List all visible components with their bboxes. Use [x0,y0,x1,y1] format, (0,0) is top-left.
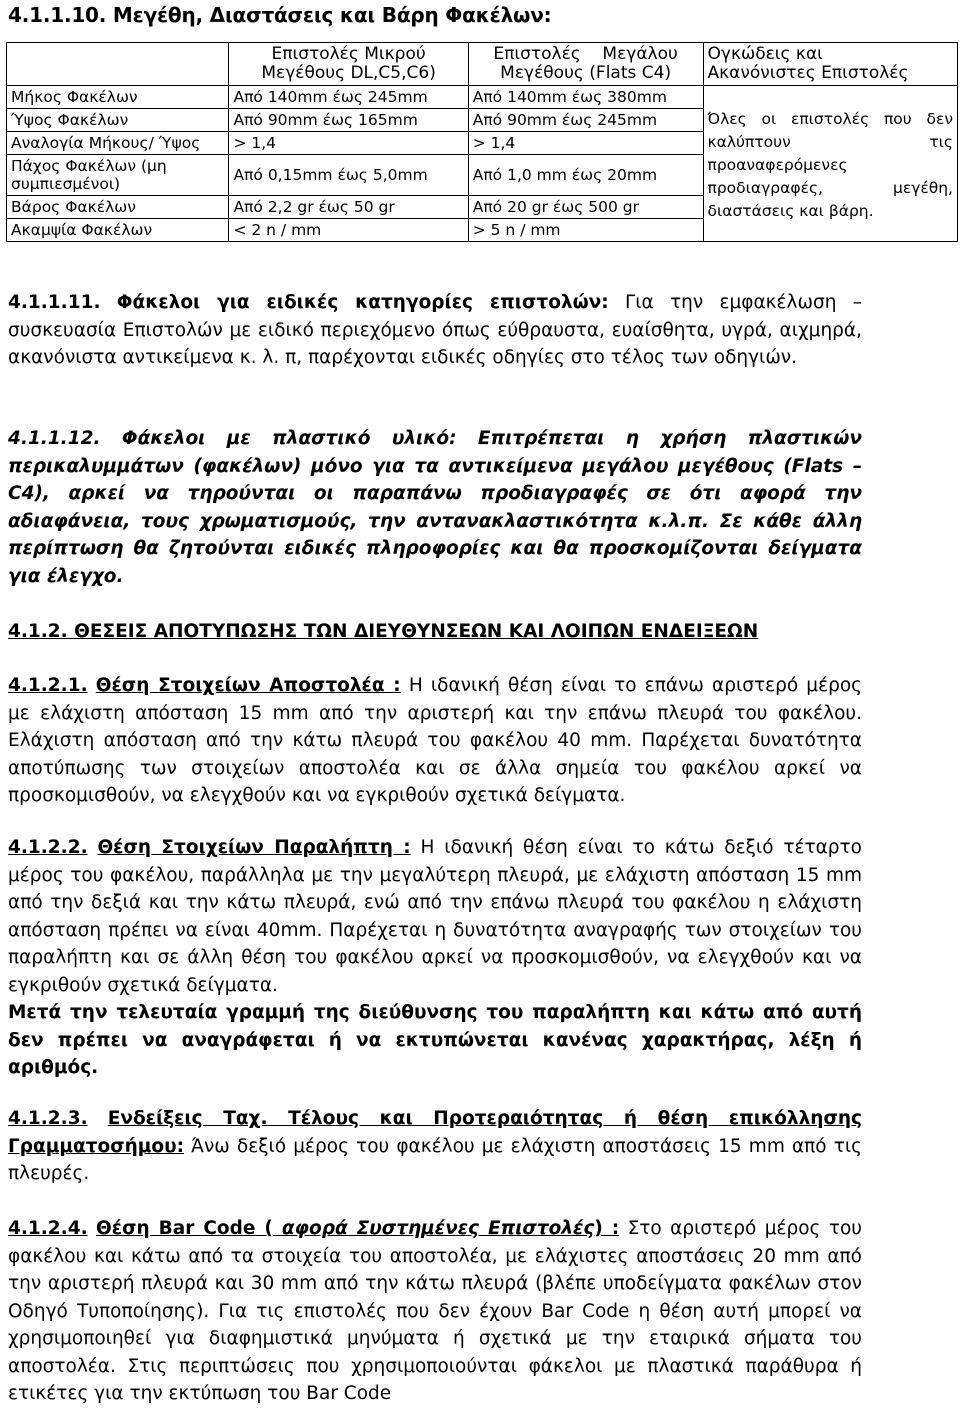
section-title: Θέση Στοιχείων Παραλήπτη : [97,837,411,858]
header-bulky-line1: Ογκώδεις και [707,44,823,64]
row-large-value: Από 1,0 mm έως 20mm [468,155,703,196]
section-4-1-2-3 [8,1105,862,1188]
table-header-row [7,43,958,86]
section-body: Άνω δεξιό μέρος του φακέλου με ελάχιστη αποστάσεις 15 mm από τις πλευρές. [8,1135,862,1184]
section-title-part1: Θέση Bar Code ( [96,1218,282,1239]
header-bulky-letters [703,43,957,86]
merged-description-part2: διαστάσεις και βάρη. [707,202,874,220]
row-large-value: Από 90mm έως 245mm [468,109,703,132]
section-4-1-2-4 [8,1215,862,1408]
row-small-value: Από 140mm έως 245mm [229,86,468,109]
row-large-value: > 1,4 [468,132,703,155]
section-body: Η ιδανική θέση είναι το κάτω δεξιό τέταρτο μέρος του φακέλου, παράλληλα με την μεγαλύτερη πλευρά, με ελάχιστη απόσταση 15 mm από την δεξιά και την κάτω πλευρά, ενώ από την επάνω πλευρά του φακέλου η ελάχιστη απόσταση πρέπει να είναι 40mm. Παρέχεται η δυνατότητα αναγραφής των στοιχείων του παραλήπτη και σε άλλη θέση του φακέλου αρκεί να προσκομισθούν, να ελεγχθούν και να εγκριθούν σχετικά δείγματα. [8,837,862,996]
header-small-letters [229,43,468,86]
section-number: 4.1.2.2. [8,837,88,858]
section-title [96,1218,619,1239]
section-bold-note: Μετά την τελευταία γραμμή της διεύθυνσης του παραλήπτη και κάτω από αυτή δεν πρέπει να αναγράφεται ή να εκτυπώνεται κανένας χαρακτήρας, λέξη ή αριθμός. [8,1002,862,1078]
row-label: Μήκος Φακέλων [7,86,229,109]
row-label: Αναλογία Μήκους/ Ύψος [7,132,229,155]
section-title-part2: ) : [594,1218,620,1239]
header-small-line1: Επιστολές Μικρού [271,44,426,64]
table-row [7,86,958,109]
header-large-letters [468,43,703,86]
section-4-1-2-2 [8,834,862,1082]
header-large-line1: Επιστολές Μεγάλου [493,44,678,64]
header-empty-cell [7,43,229,86]
section-number: 4.1.2.1. [8,675,88,696]
row-label: Ύψος Φακέλων [7,109,229,132]
row-label: Ακαμψία Φακέλων [7,219,229,242]
row-label: Βάρος Φακέλων [7,196,229,219]
section-heading-4-1-1-10: 4.1.1.10. Μεγέθη, Διαστάσεις και Βάρη Φακέλων: [8,3,552,27]
row-large-value: Από 140mm έως 380mm [468,86,703,109]
section-title: Φάκελοι για ειδικές κατηγορίες επιστολών: [116,292,609,313]
row-small-value: < 2 n / mm [229,219,468,242]
section-body: Για την εμφακέλωση – συσκευασία Επιστολών με ειδικό περιεχόμενο όπως εύθραυστα, ευαίσθητα, υγρά, αιχμηρά, ακανόνιστα αντικείμενα κ. λ. π, παρέχονται ειδικές οδηγίες στο τέλος των οδηγιών. [8,292,862,368]
header-small-line2: Μεγέθους DL,C5,C6) [261,63,436,83]
section-4-1-1-11 [8,289,862,372]
section-body: 4.1.1.12. Φάκελοι με πλαστικό υλικό: Επιτρέπεται η χρήση πλαστικών περικαλυμμάτων (φακέλων) μόνο για τα αντικείμενα μεγάλου μεγέθους (Flats – C4), αρκεί να τηρούνται οι παραπάνω προδιαγραφές σε ότι αφορά την αδιαφάνεια, τους χρωματισμούς, την αντανακλαστικότητα κ.λ.π. Σε κάθε άλλη περίπτωση θα ζητούνται ειδικές πληροφορίες και θα προσκομίζονται δείγματα για έλεγχο. [8,428,862,587]
section-heading-4-1-2: 4.1.2. ΘΕΣΕΙΣ ΑΠΟΤΥΠΩΣΗΣ ΤΩΝ ΔΙΕΥΘΥΝΣΕΩΝ ΚΑΙ ΛΟΙΠΩΝ ΕΝΔΕΙΞΕΩΝ [8,621,759,642]
row-small-value: > 1,4 [229,132,468,155]
merged-description-part1: Όλες οι επιστολές που δεν καλύπτουν τις προαναφερόμενες προδιαγραφές, μεγέθη, [707,110,953,197]
header-bulky-line2: Ακανόνιστες Επιστολές [707,63,909,83]
section-body: Στο αριστερό μέρος του φακέλου και κάτω από τα στοιχεία του αποστολέα, με ελάχιστες αποστάσεις 20 mm από την αριστερή πλευρά και 30 mm από την κάτω πλευρά (βλέπε υποδείγματα φακέλων στον Οδηγό Τυποποίησης). Για τις επιστολές που δεν έχουν Bar Code η θέση αυτή μπορεί να χρησιμοποιηθεί για διαφημιστικά μηνύματα ή σχετικά με την εταιρικά σήματα του αποστολέα. Στις περιπτώσεις που χρησιμοποιούνται φάκελοι με πλαστικά παράθυρα ή ετικέτες για την εκτύπωση του Bar Code [8,1218,863,1404]
row-small-value: Από 0,15mm έως 5,0mm [229,155,468,196]
row-small-value: Από 2,2 gr έως 50 gr [229,196,468,219]
section-title: Θέση Στοιχείων Αποστολέα : [95,675,401,696]
section-number: 4.1.2.4. [8,1218,88,1239]
section-4-1-1-12 [8,425,862,590]
row-label: Πάχος Φακέλων (μη συμπιεσμένοι) [7,155,229,196]
section-number: 4.1.1.11. [8,292,101,313]
row-large-value: Από 20 gr έως 500 gr [468,196,703,219]
envelope-specs-table [6,42,958,242]
section-title: Ενδείξεις Ταχ. Τέλους και Προτεραιότητας ή θέση επικόλλησης Γραμματοσήμου: [8,1108,862,1157]
section-number: 4.1.2.3. [8,1108,88,1129]
section-title-italic: αφορά Συστημένες Επιστολές [281,1218,595,1239]
row-large-value: > 5 n / mm [468,219,703,242]
section-body: Η ιδανική θέση είναι το επάνω αριστερό μέρος με ελάχιστη απόσταση 15 mm από την αριστερή και την επάνω πλευρά του φακέλου. Ελάχιστη απόσταση από την κάτω πλευρά του φακέλου 40 mm. Παρέχεται δυνατότητα αποτύπωσης των στοιχείων αποστολέα και σε άλλα σημεία του φακέλου αρκεί να προσκομισθούν, να ελεγχθούν και να εγκριθούν σχετικά δείγματα. [8,675,862,806]
merged-bulky-description [703,86,957,242]
row-small-value: Από 90mm έως 165mm [229,109,468,132]
section-4-1-2-1 [8,672,862,810]
header-large-line2: Μεγέθους (Flats C4) [500,63,672,83]
